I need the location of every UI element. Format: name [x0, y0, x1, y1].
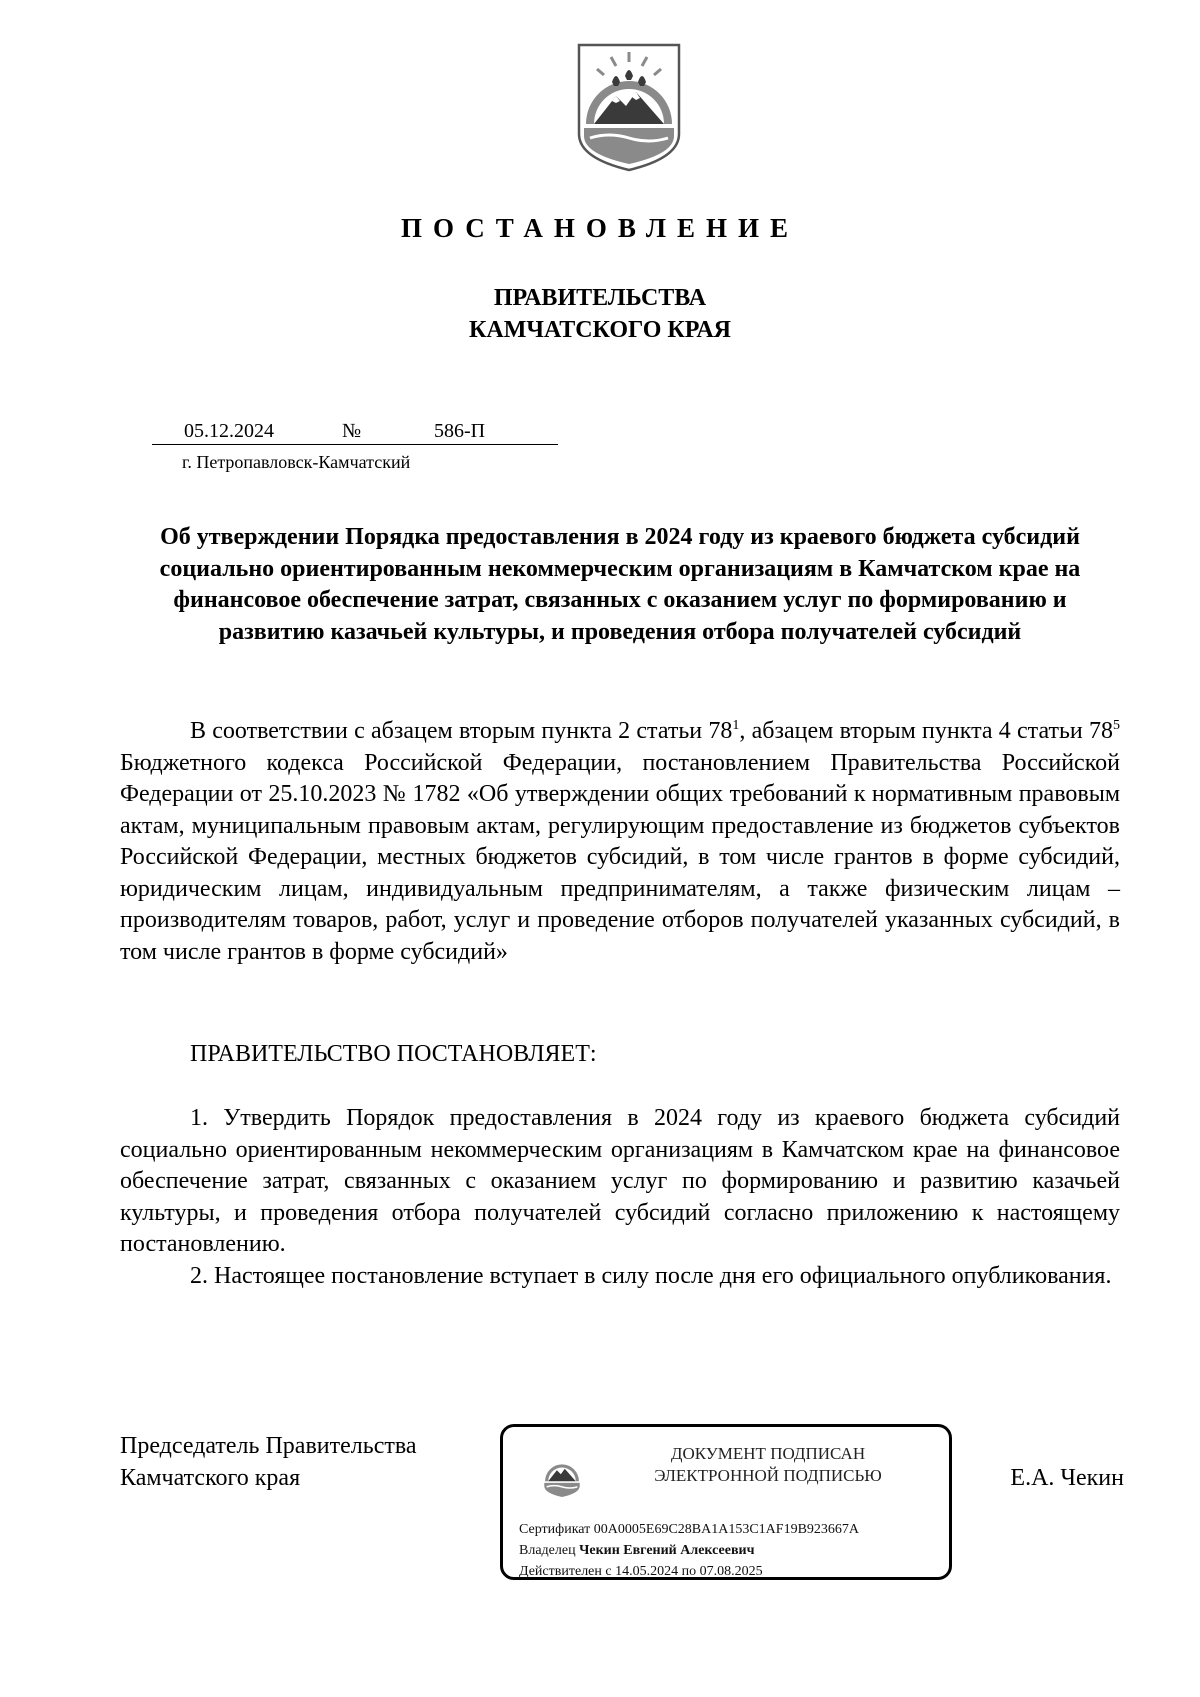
superscript-1: 1 — [732, 718, 740, 733]
certificate-label: Сертификат — [519, 1522, 591, 1537]
owner-value: Чекин Евгений Алексеевич — [579, 1543, 755, 1558]
decree-line: ПРАВИТЕЛЬСТВО ПОСТАНОВЛЯЕТ: — [190, 1041, 597, 1067]
stamp-certificate-row — [519, 1519, 859, 1540]
document-type-title: ПОСТАНОВЛЕНИЕ — [400, 213, 800, 243]
preamble-text-1: В соответствии с абзацем вторым пункта 2 статьи 78 — [190, 718, 733, 744]
preamble-text-3: Бюджетного кодекса Российской Федерации, постановлением Правительства Российской Федерации от 25.10.2023 № 1782 «Об утверждении общих требований к нормативным правовым актам, муниципальным правовым актам, регулирующим предоставление из бюджетов субъектов Российской Федерации, местных бюджетов субсидий, в том числе грантов в форме субсидий, юридическим лицам, индивидуальным предпринимателям, а также физическим лицам – производителям товаров, работ, услуг и проведение отборов получателей указанных субсидий, в том числе грантов в форме субсидий» — [120, 749, 1120, 965]
stamp-header-line-2: ЭЛЕКТРОННОЙ ПОДПИСЬЮ — [654, 1466, 882, 1485]
document-subject: Об утверждении Порядка предоставления в 2024 году из краевого бюджета субсидий социально ориентированным некоммерческим организациям в Камчатском крае на финансовое обеспечение затрат, связанных с оказанием услуг по формированию и развитию казачьей культуры, и проведения отбора получателей субсидий — [159, 524, 1081, 645]
number-sign: № — [342, 420, 362, 442]
stamp-details — [519, 1519, 859, 1582]
date-number-line — [152, 418, 558, 445]
preamble-text-2: , абзацем вторым пункта 4 статьи 78 — [739, 718, 1114, 744]
position-line-1: Председатель Правительства — [120, 1433, 417, 1459]
document-date: 05.12.2024 — [184, 420, 274, 442]
document-number: 586-П — [434, 420, 486, 442]
kamchatka-coat-of-arms-icon — [576, 42, 682, 174]
stamp-header — [603, 1443, 933, 1487]
valid-to: 07.08.2025 — [699, 1564, 763, 1579]
document-city: г. Петропавловск-Камчатский — [182, 452, 411, 472]
preamble-paragraph — [120, 716, 1120, 968]
electronic-signature-stamp — [500, 1424, 952, 1580]
signatory-position — [120, 1430, 417, 1494]
stamp-validity-row — [519, 1561, 859, 1582]
certificate-value: 00A0005E69C28BA1A153C1AF19B923667A — [593, 1522, 860, 1537]
owner-label: Владелец — [519, 1543, 576, 1558]
item-2-paragraph: 2. Настоящее постановление вступает в силу после дня его официального опубликования. — [190, 1263, 1112, 1289]
valid-to-label: по — [681, 1564, 697, 1579]
stamp-emblem-icon — [541, 1449, 583, 1501]
issuing-authority — [0, 282, 1200, 346]
authority-line-2: КАМЧАТСКОГО КРАЯ — [468, 317, 732, 343]
position-line-2: Камчатского края — [120, 1465, 301, 1491]
stamp-owner-row — [519, 1540, 859, 1561]
superscript-5: 5 — [1113, 718, 1121, 733]
item-1-paragraph: 1. Утвердить Порядок предоставления в 2024 году из краевого бюджета субсидий социально ориентированным некоммерческим организациям в Камчатском крае на финансовое обеспечение затрат, связанных с оказанием услуг по формированию и развитию казачьей культуры, и проведения отбора получателей субсидий согласно приложению к настоящему постановлению. — [120, 1105, 1120, 1257]
valid-from: 14.05.2024 — [615, 1564, 679, 1579]
authority-line-1: ПРАВИТЕЛЬСТВА — [493, 285, 707, 311]
signer-name: Е.А. Чекин — [1010, 1465, 1124, 1491]
valid-label: Действителен с — [519, 1564, 612, 1579]
stamp-header-line-1: ДОКУМЕНТ ПОДПИСАН — [670, 1444, 866, 1463]
